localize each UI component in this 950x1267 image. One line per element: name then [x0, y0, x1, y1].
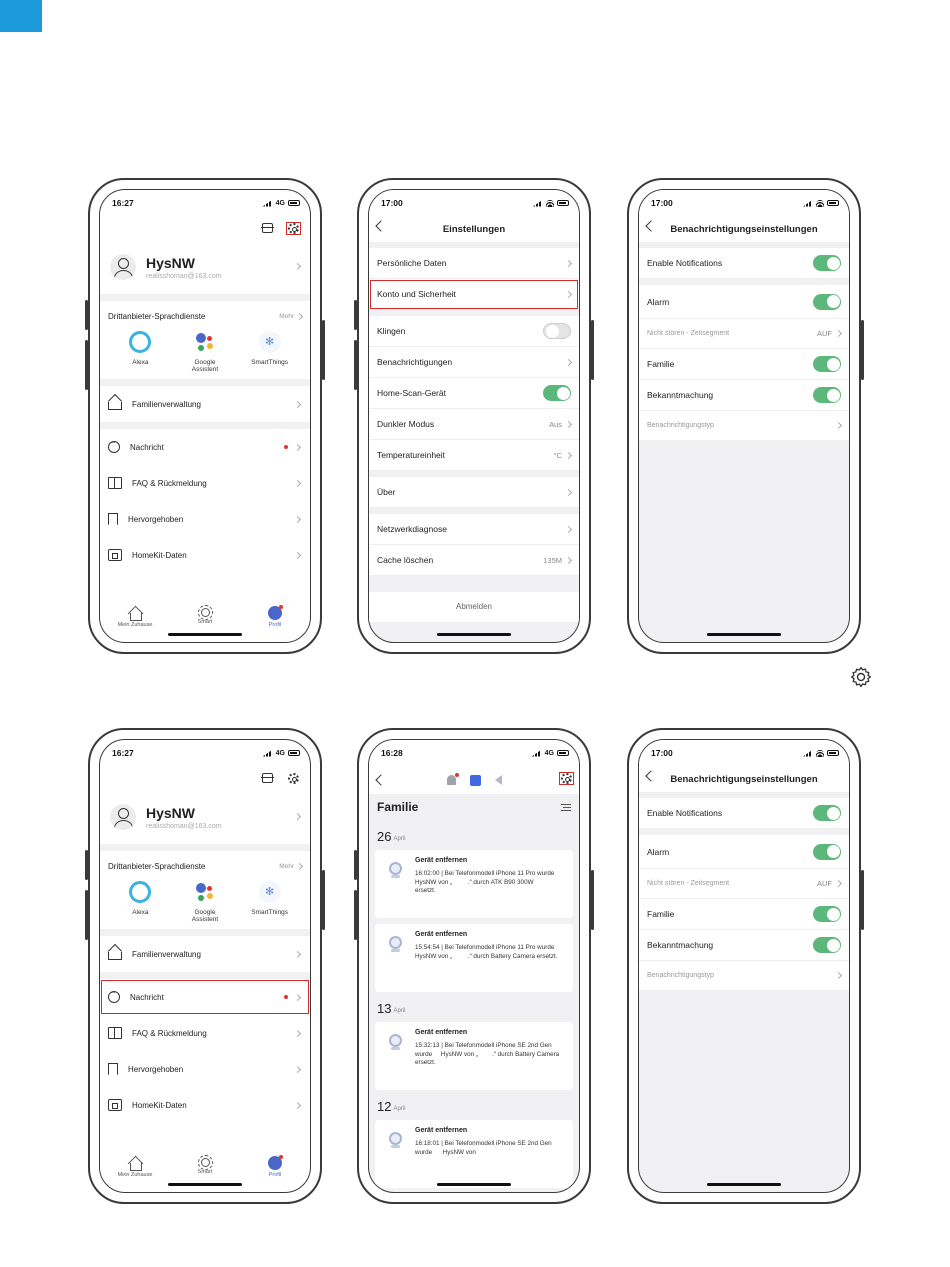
menu-homekit[interactable]: HomeKit-Daten [100, 537, 310, 573]
camera-icon [389, 1132, 402, 1145]
bekanntmachung-row: Bekanntmachung [639, 380, 849, 411]
alarm-row: Alarm [639, 835, 849, 869]
google-assistant-item[interactable]: Google Assistent [175, 881, 235, 923]
chevron-right-icon [294, 263, 301, 270]
alarm-toggle[interactable] [813, 294, 841, 310]
bekanntmachung-toggle[interactable] [813, 387, 841, 403]
settings-ueber[interactable]: Über [369, 477, 579, 508]
enable-notifications-toggle[interactable] [813, 255, 841, 271]
date-header: 13 April [377, 1001, 406, 1016]
google-assistant-icon [194, 331, 216, 353]
bookmark-icon [108, 1063, 118, 1075]
dnd-row[interactable]: Nicht stören - Zeitsegment AUF [639, 319, 849, 349]
voice-more-link[interactable]: Mehr [279, 863, 302, 870]
klingen-toggle[interactable] [543, 323, 571, 339]
voice-more-link[interactable]: Mehr [279, 313, 302, 320]
messages-screen: 16:28 4G Familie 26 April Gerät entfernen 16:02:00 | Bei Telefonmodell iPhone 11 Pro wurde HysNW von „ .“ durch ATK B90 300W ersetzt. Gerät entfernen 15:54:54 | Bei Telefonmodell iPhone 11 Pro wurde HysNW von „ .“ durch Battery Camera ersetzt. 13 April Gerät entfernen 15:32:13 | Bei Telefonmodell iPhone SE 2nd Gen wurde HysNW von „ .“ durch Battery Camera ersetzt. 12 April Gerät entfernen 16:18:01 | Bei Telefonmodell iPhone SE 2nd Gen wurde HysNW von [368, 739, 580, 1193]
google-assistant-icon [194, 881, 216, 903]
menu-familienverwaltung[interactable]: Familienverwaltung [100, 936, 310, 972]
phone-messages [357, 728, 591, 1204]
alarm-row: Alarm [639, 285, 849, 319]
avatar [110, 254, 136, 280]
alexa-item[interactable]: Alexa [110, 881, 170, 923]
profile-icon [268, 1156, 282, 1170]
settings-benachrichtigungen[interactable]: Benachrichtigungen [369, 347, 579, 378]
logout-button[interactable]: Abmelden [369, 592, 579, 622]
gear-icon [849, 665, 873, 689]
sun-icon [201, 1158, 210, 1167]
home-scan-toggle[interactable] [543, 385, 571, 401]
message-icon [108, 441, 120, 453]
smartthings-item[interactable]: ✻ SmartThings [240, 331, 300, 373]
sun-icon [201, 608, 210, 617]
settings-klingen[interactable]: Klingen [369, 316, 579, 347]
unread-dot [284, 445, 288, 449]
speaker-icon[interactable] [495, 775, 502, 785]
settings-temperatureinheit[interactable]: Temperatureinheit °C [369, 440, 579, 471]
settings-konto-sicherheit[interactable]: Konto und Sicherheit [369, 279, 579, 310]
menu-hervorgehoben[interactable]: Hervorgehoben [100, 501, 310, 537]
smartthings-item[interactable]: ✻ SmartThings [240, 881, 300, 923]
homekit-icon [108, 549, 122, 561]
phone-notification-settings-2 [627, 728, 861, 1204]
avatar [110, 804, 136, 830]
alexa-icon [129, 331, 151, 353]
battery-icon [288, 200, 300, 206]
phone-notification-settings [627, 178, 861, 654]
wifi-icon [546, 200, 554, 207]
menu-homekit[interactable]: HomeKit-Daten [100, 1087, 310, 1123]
tab-profil[interactable]: Profil [245, 606, 305, 628]
menu-nachricht[interactable]: ··· Nachricht [100, 429, 310, 465]
home-icon [108, 952, 122, 960]
page-corner-tab [0, 0, 42, 32]
message-icon [108, 991, 120, 1003]
home-tab-icon [128, 1156, 142, 1170]
signal-icon [263, 200, 273, 207]
homekit-icon [108, 1099, 122, 1111]
user-header[interactable]: HysNW realisshoman@163.com [100, 790, 310, 844]
tab-smart[interactable]: Smart [175, 1156, 235, 1178]
settings-dunkler-modus[interactable]: Dunkler Modus Aus [369, 409, 579, 440]
message-card[interactable]: Gerät entfernen 16:02:00 | Bei Telefonmodell iPhone 11 Pro wurde HysNW von „ .“ durch ATK B90 300W ersetzt. [375, 850, 573, 918]
phone-settings [357, 178, 591, 654]
menu-familienverwaltung[interactable]: Familienverwaltung [100, 386, 310, 422]
family-icon[interactable] [470, 775, 481, 786]
smartthings-icon: ✻ [259, 331, 281, 353]
tab-bar [100, 606, 310, 628]
bell-icon[interactable] [447, 775, 456, 785]
status-time: 16:27 [112, 198, 134, 208]
filter-icon[interactable] [561, 804, 571, 811]
unread-dot [284, 995, 288, 999]
settings-gear-button[interactable] [285, 771, 302, 786]
page-title: Benachrichtigungseinstellungen [670, 773, 818, 785]
book-icon [108, 1027, 122, 1039]
dnd-row[interactable]: Nicht stören - Zeitsegment AUF [639, 869, 849, 899]
familie-toggle[interactable] [813, 356, 841, 372]
voice-section-title: Drittanbieter-Sprachdienste [108, 311, 206, 321]
menu-nachricht[interactable]: ··· Nachricht [100, 979, 310, 1015]
home-icon [108, 402, 122, 410]
enable-notifications-row: Enable Notifications [639, 248, 849, 279]
user-name: HysNW [146, 254, 196, 271]
status-bar: 17:00 [369, 190, 579, 216]
page-title: Einstellungen [442, 223, 506, 235]
phone-profile-2 [88, 728, 322, 1204]
notification-type-row[interactable]: Benachrichtigungstyp [639, 411, 849, 441]
camera-icon [389, 862, 402, 875]
bookmark-icon [108, 513, 118, 525]
gear-icon [288, 773, 299, 784]
settings-cache-loeschen[interactable]: Cache löschen 135M [369, 545, 579, 576]
page-title: Benachrichtigungseinstellungen [670, 223, 818, 235]
notification-settings-screen: 17:00 Benachrichtigungseinstellungen Enable Notifications Alarm Nicht stören - Zeitsegment AUF Familie Bekanntmachung Benachrichtigungstyp [638, 739, 850, 1193]
settings-home-scan[interactable]: Home-Scan-Gerät [369, 378, 579, 409]
smartthings-icon: ✻ [259, 881, 281, 903]
page-title: Familie [377, 800, 419, 814]
scan-icon[interactable] [262, 223, 273, 233]
network-label: 4G [275, 199, 285, 207]
user-email: realisshoman@163.com [146, 272, 222, 280]
enable-notifications-toggle[interactable] [813, 805, 841, 821]
settings-gear-button[interactable] [285, 221, 302, 236]
tab-profil[interactable]: Profil [245, 1156, 305, 1178]
notification-settings-screen: 17:00 Benachrichtigungseinstellungen Enable Notifications Alarm Nicht stören - Zeitsegment AUF Familie Bekanntmachung Benachrichtigungstyp [638, 189, 850, 643]
phone-profile [88, 178, 322, 654]
message-card[interactable]: Gerät entfernen 16:18:01 | Bei Telefonmodell iPhone SE 2nd Gen wurde HysNW von [375, 1120, 573, 1188]
menu-faq[interactable]: FAQ & Rückmeldung [100, 1015, 310, 1051]
message-card[interactable]: Gerät entfernen 15:54:54 | Bei Telefonmodell iPhone 11 Pro wurde HysNW von „ .“ durch Battery Camera ersetzt. [375, 924, 573, 992]
alarm-toggle[interactable] [813, 844, 841, 860]
alexa-icon [129, 881, 151, 903]
scan-icon[interactable] [262, 773, 273, 783]
tab-mein-zuhause[interactable]: Mein Zuhause [105, 1156, 165, 1178]
voice-services [100, 301, 310, 379]
user-header[interactable] [100, 240, 310, 294]
book-icon [108, 477, 122, 489]
settings-persoenliche-daten[interactable]: Persönliche Daten [369, 248, 579, 279]
bekanntmachung-toggle[interactable] [813, 937, 841, 953]
settings-screen [368, 189, 580, 643]
menu-faq[interactable]: FAQ & Rückmeldung [100, 465, 310, 501]
back-button[interactable] [645, 770, 656, 781]
notification-type-row[interactable]: Benachrichtigungstyp [639, 961, 849, 991]
alexa-item[interactable]: Alexa [110, 331, 170, 373]
gear-icon [288, 223, 299, 234]
gear-icon [561, 773, 572, 784]
familie-row: Familie [639, 349, 849, 380]
camera-icon [389, 1034, 402, 1047]
camera-icon [389, 936, 402, 949]
status-bar [100, 190, 310, 216]
back-button[interactable] [645, 220, 656, 231]
menu-hervorgehoben[interactable]: Hervorgehoben [100, 1051, 310, 1087]
profile-icon [268, 606, 282, 620]
bekanntmachung-row: Bekanntmachung [639, 930, 849, 961]
date-header: 12 April [377, 1099, 406, 1114]
enable-notifications-row: Enable Notifications [639, 798, 849, 829]
date-header: 26 April [377, 829, 406, 844]
familie-toggle[interactable] [813, 906, 841, 922]
settings-gear-button[interactable] [558, 771, 575, 786]
back-button[interactable] [375, 220, 386, 231]
home-tab-icon [128, 606, 142, 620]
profile-screen [99, 189, 311, 643]
google-assistant-item[interactable]: Google Assistent [175, 331, 235, 373]
message-card[interactable]: Gerät entfernen 15:32:13 | Bei Telefonmodell iPhone SE 2nd Gen wurde HysNW von „ .“ durch Battery Camera ersetzt. [375, 1022, 573, 1090]
profile-screen: 16:27 4G HysNW realisshoman@163.com Drittanbieter-Sprachdienste Mehr Alexa Google Assistent ✻ SmartThings Familienverwaltung ··· Nachricht FAQ & Rückmeldung Hervorgehoben HomeKit-Daten Mein Zuhause Smart Profil [99, 739, 311, 1193]
familie-row: Familie [639, 899, 849, 930]
tab-mein-zuhause[interactable]: Mein Zuhause [105, 606, 165, 628]
settings-netzwerkdiagnose[interactable]: Netzwerkdiagnose [369, 514, 579, 545]
tab-smart[interactable]: Smart [175, 606, 235, 628]
back-button[interactable] [375, 774, 386, 785]
